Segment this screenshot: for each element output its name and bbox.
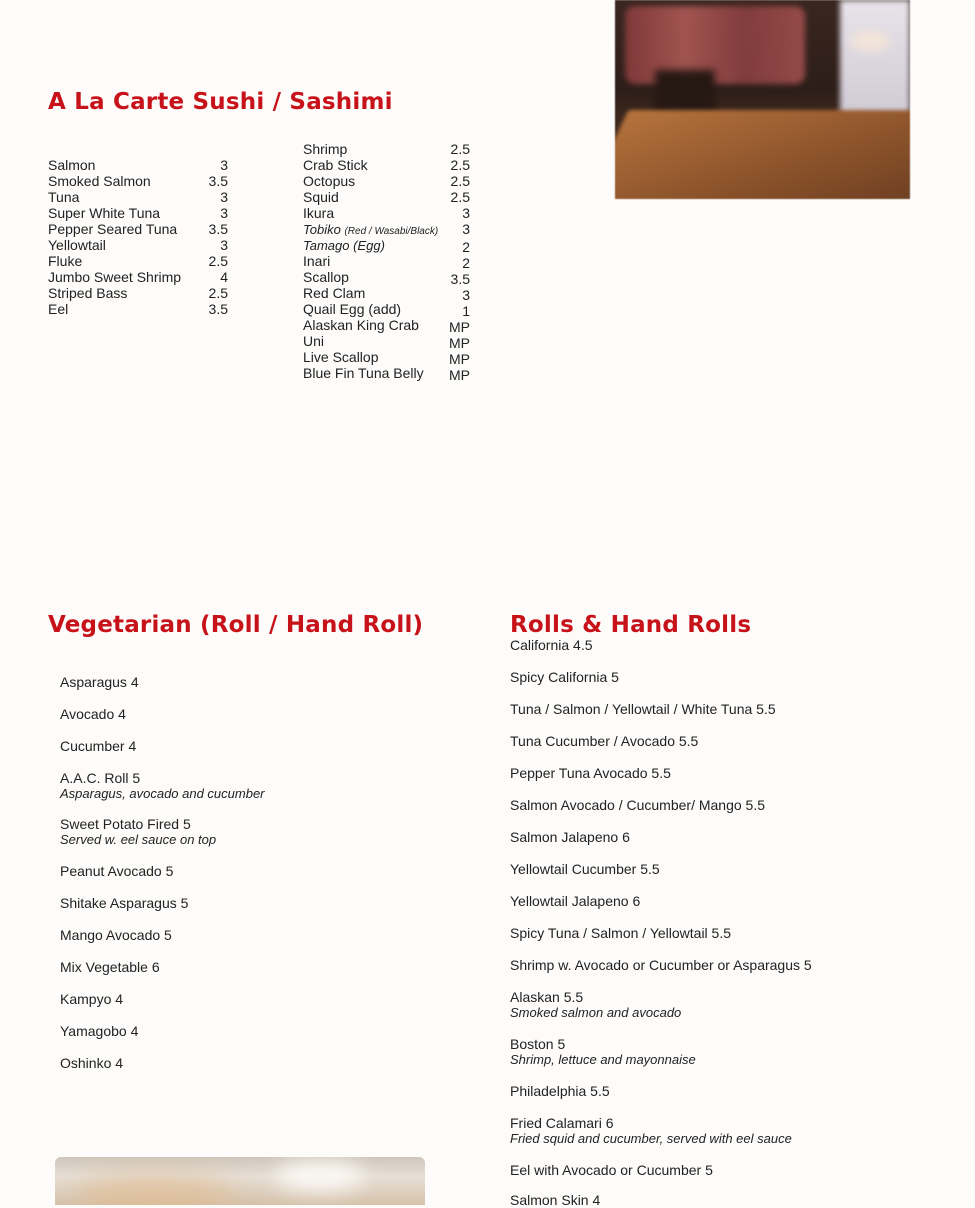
- menu-item: [510, 669, 619, 685]
- item-text: Salmon Jalapeno 6: [510, 829, 630, 845]
- item-text: Asparagus 4: [60, 674, 139, 690]
- item-price: 3: [220, 157, 228, 173]
- menu-item: [303, 237, 470, 253]
- item-price: 2.5: [450, 189, 470, 205]
- menu-item: [303, 269, 470, 285]
- item-text: Kampyo 4: [60, 991, 124, 1007]
- menu-item: [510, 861, 660, 877]
- item-text: Mix Vegetable 6: [60, 959, 160, 975]
- item-price: 2.5: [208, 285, 228, 301]
- item-description: Fried squid and cucumber, served with eel sauce: [510, 1131, 792, 1146]
- item-description: Asparagus, avocado and cucumber: [60, 786, 265, 801]
- menu-item: [510, 637, 593, 653]
- menu-item: [303, 189, 470, 205]
- menu-item: [303, 333, 470, 349]
- menu-item: [48, 157, 228, 173]
- menu-item: [510, 797, 765, 813]
- menu-item: [303, 173, 470, 189]
- menu-item: [303, 317, 470, 333]
- item-price: 3: [462, 287, 470, 303]
- menu-item: [303, 221, 470, 237]
- menu-item: [48, 285, 228, 301]
- item-name: Uni: [303, 333, 325, 349]
- menu-item: [60, 895, 188, 911]
- item-name: Salmon: [48, 157, 96, 173]
- menu-item: [303, 141, 470, 157]
- item-text: Yamagobo 4: [60, 1023, 139, 1039]
- menu-item: [510, 1162, 713, 1178]
- menu-item: [510, 701, 776, 717]
- item-price: 4: [220, 269, 228, 285]
- item-text: Salmon Skin 4: [510, 1192, 601, 1208]
- item-price: 3: [220, 189, 228, 205]
- item-text: Alaskan 5.5: [510, 989, 584, 1005]
- vegetarian-heading: Vegetarian (Roll / Hand Roll): [48, 612, 424, 638]
- item-text: Philadelphia 5.5: [510, 1083, 610, 1099]
- menu-item: [48, 205, 228, 221]
- item-name: Yellowtail: [48, 237, 106, 253]
- menu-item: [510, 925, 731, 941]
- menu-item: [48, 269, 228, 285]
- menu-item: [48, 301, 228, 317]
- item-price: 3: [220, 205, 228, 221]
- item-price: 3.5: [208, 173, 228, 189]
- menu-item: [48, 173, 228, 189]
- menu-item: [510, 957, 812, 973]
- a-la-carte-heading: A La Carte Sushi / Sashimi: [48, 89, 393, 115]
- rolls-heading: Rolls & Hand Rolls: [510, 612, 752, 638]
- item-name: Scallop: [303, 269, 349, 285]
- item-text: Sweet Potato Fired 5: [60, 816, 191, 832]
- item-price: 3.5: [208, 301, 228, 317]
- item-name: Smoked Salmon: [48, 173, 151, 189]
- item-name: Ikura: [303, 205, 335, 221]
- item-price: 3: [462, 205, 470, 221]
- menu-item: [60, 706, 126, 722]
- item-name: Tamago (Egg): [303, 238, 385, 253]
- item-name: Squid: [303, 189, 339, 205]
- item-name: Tobiko (Red / Wasabi/Black): [303, 222, 439, 237]
- item-text: Shrimp w. Avocado or Cucumber or Asparagus 5: [510, 957, 812, 973]
- menu-item: [48, 237, 228, 253]
- menu-item: [60, 1055, 123, 1071]
- item-price: 2.5: [450, 141, 470, 157]
- menu-item: [60, 991, 123, 1007]
- item-text: Spicy Tuna / Salmon / Yellowtail 5.5: [510, 925, 732, 941]
- item-text: Oshinko 4: [60, 1055, 124, 1071]
- item-price: 3: [220, 237, 228, 253]
- item-text: Peanut Avocado 5: [60, 863, 174, 879]
- menu-item: [60, 1023, 138, 1039]
- item-description: Served w. eel sauce on top: [60, 832, 217, 847]
- menu-item: [510, 1192, 600, 1208]
- item-text: Tuna Cucumber / Avocado 5.5: [510, 733, 699, 749]
- item-name: Blue Fin Tuna Belly: [303, 365, 424, 381]
- item-name: Jumbo Sweet Shrimp: [48, 269, 182, 285]
- item-name: Red Clam: [303, 285, 366, 301]
- item-text: Mango Avocado 5: [60, 927, 172, 943]
- item-name: Fluke: [48, 253, 83, 269]
- item-description: Smoked salmon and avocado: [510, 1005, 682, 1020]
- menu-item: [510, 1036, 696, 1067]
- item-text: Salmon Avocado / Cucumber/ Mango 5.5: [510, 797, 766, 813]
- a-la-carte-right-list: [303, 141, 470, 381]
- menu-item: [303, 301, 470, 317]
- item-price: 2: [462, 255, 470, 271]
- item-name: Striped Bass: [48, 285, 128, 301]
- menu-item: [303, 157, 470, 173]
- menu-item: [48, 189, 228, 205]
- item-text: California 4.5: [510, 637, 593, 653]
- item-price: 3.5: [450, 271, 470, 287]
- item-name: Super White Tuna: [48, 205, 161, 221]
- item-price: MP: [449, 367, 470, 383]
- menu-item: [303, 205, 470, 221]
- restaurant-photo-top: [615, 0, 910, 199]
- menu-item: [48, 253, 228, 269]
- item-text: Fried Calamari 6: [510, 1115, 614, 1131]
- menu-item: [510, 1115, 792, 1146]
- menu-item: [48, 221, 228, 237]
- menu-item: [60, 674, 139, 690]
- menu-item: [510, 829, 630, 845]
- menu-item: [510, 765, 671, 781]
- item-price: 2.5: [208, 253, 228, 269]
- menu-item: [60, 738, 136, 754]
- item-name: Live Scallop: [303, 349, 379, 365]
- item-text: Cucumber 4: [60, 738, 137, 754]
- item-note: (Red / Wasabi/Black): [344, 226, 439, 237]
- item-price: MP: [449, 335, 470, 351]
- menu-item: [510, 989, 681, 1020]
- item-text: Pepper Tuna Avocado 5.5: [510, 765, 671, 781]
- item-name: Alaskan King Crab: [303, 317, 419, 333]
- item-text: Avocado 4: [60, 706, 126, 722]
- item-name: Shrimp: [303, 141, 348, 157]
- menu-item: [303, 365, 470, 381]
- item-description: Shrimp, lettuce and mayonnaise: [510, 1052, 696, 1067]
- item-price: 1: [462, 303, 470, 319]
- item-price: 2.5: [450, 173, 470, 189]
- menu-item: [510, 733, 698, 749]
- menu-item: [60, 863, 173, 879]
- item-name: Tuna: [48, 189, 80, 205]
- item-name: Eel: [48, 301, 69, 317]
- item-price: 2.5: [450, 157, 470, 173]
- item-name: Pepper Seared Tuna: [48, 221, 178, 237]
- menu-item: [303, 285, 470, 301]
- menu-item: [60, 927, 172, 943]
- item-text: Shitake Asparagus 5: [60, 895, 189, 911]
- menu-item: [510, 1083, 610, 1099]
- item-text: Boston 5: [510, 1036, 566, 1052]
- menu-item: [303, 253, 470, 269]
- menu-item: [60, 770, 265, 801]
- item-price: 2: [462, 239, 470, 255]
- item-name: Crab Stick: [303, 157, 368, 173]
- item-name: Quail Egg (add): [303, 301, 402, 317]
- item-text: Tuna / Salmon / Yellowtail / White Tuna 5.5: [510, 701, 776, 717]
- item-price: MP: [449, 351, 470, 367]
- a-la-carte-left-list: [48, 157, 228, 317]
- menu-item: [60, 959, 160, 975]
- menu-item: [60, 816, 216, 847]
- item-price: 3.5: [208, 221, 228, 237]
- item-text: Yellowtail Jalapeno 6: [510, 893, 641, 909]
- menu-item: [510, 893, 640, 909]
- item-name: Inari: [303, 253, 331, 269]
- restaurant-photo-bottom: [55, 1157, 425, 1205]
- item-text: A.A.C. Roll 5: [60, 770, 141, 786]
- item-price: MP: [449, 319, 470, 335]
- item-name: Octopus: [303, 173, 356, 189]
- item-text: Yellowtail Cucumber 5.5: [510, 861, 660, 877]
- menu-item: [303, 349, 470, 365]
- item-price: 3: [462, 221, 470, 237]
- item-text: Spicy California 5: [510, 669, 619, 685]
- item-text: Eel with Avocado or Cucumber 5: [510, 1162, 713, 1178]
